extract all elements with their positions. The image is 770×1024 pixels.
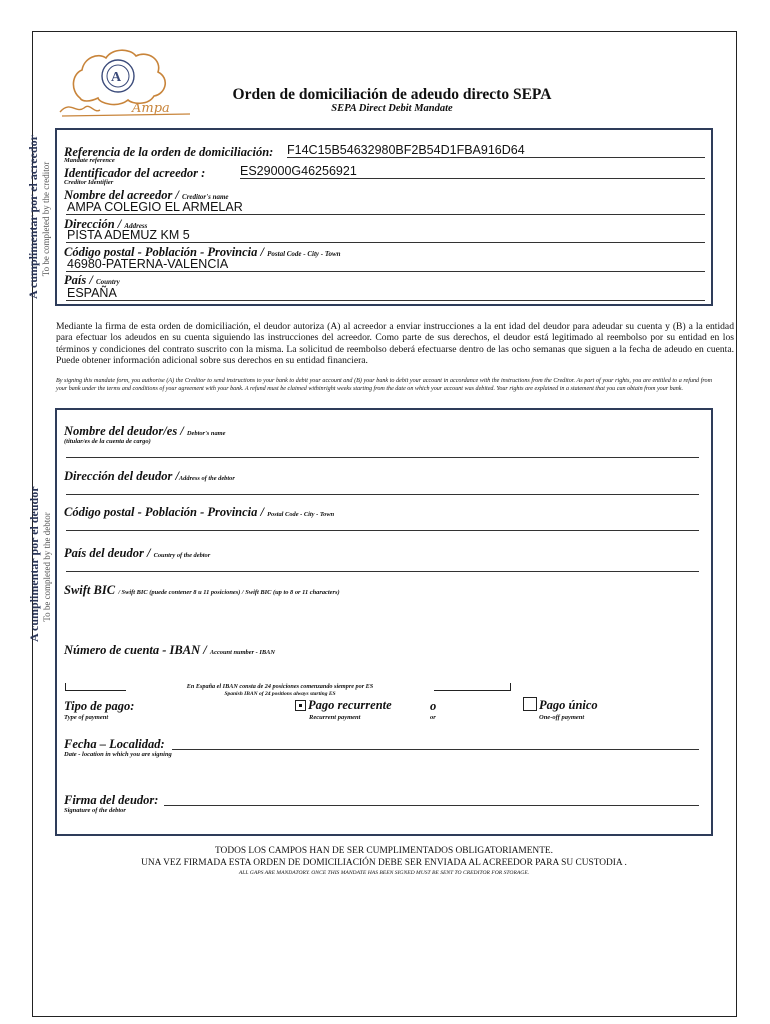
creditor-id-value: ES29000G46256921 — [240, 164, 357, 178]
page-title: Orden de domiciliación de adeudo directo SEPA — [232, 86, 552, 103]
payment-type-sublabel: Type of payment — [64, 714, 109, 721]
signature-input[interactable] — [164, 805, 699, 806]
creditor-postal-value: 46980-PATERNA-VALENCIA — [67, 257, 229, 271]
creditor-address-value: PISTA ADEMUZ KM 5 — [67, 228, 190, 242]
creditor-id-label: Identificador del acreedor : — [64, 166, 206, 180]
creditor-country-value: ESPAÑA — [67, 286, 117, 300]
swift-bic-label: Swift BIC / Swift BIC (puede contener 8 u 11 posiciones) / Swift BIC (up to 8 or 11 characters) — [64, 583, 340, 597]
oneoff-payment-checkbox[interactable] — [523, 697, 537, 711]
iban-label: Número de cuenta - IBAN / Account number - IBAN — [64, 643, 276, 657]
payment-type-label: Tipo de pago: — [64, 699, 135, 713]
legal-paragraph-es: Mediante la firma de esta orden de domiciliación, el deudor autoriza (A) al acreedor a enviar instrucciones a la ent idad del deudor para adeudar su cuenta y (B) a la entidad para efectuar los adeudos en su cuenta siguiendo las instrucciones del acreedor. Como parte de sus derechos, el deudor está legitimado al reembolso por su entidad en los términos y condiciones del contrato suscrito con la misma. La solicitud de reembolso deberá efectuarse dentro de las ocho semanas que siguen a la fecha de adeudo en cuenta. Puede obtener información adicional sobre sus derechos en su entidad financiera. — [56, 321, 734, 367]
date-location-label: Fecha – Localidad: — [64, 737, 165, 751]
signature-sublabel: Signature of the debtor — [64, 807, 126, 814]
debtor-country-label: País del deudor / Country of the debtor — [64, 546, 211, 560]
debtor-name-sublabel: (titular/es de la cuenta de cargo) — [64, 438, 151, 445]
debtor-name-label: Nombre del deudor/es / Debtor's name — [64, 424, 226, 438]
debtor-country-input[interactable] — [66, 571, 699, 572]
recurrent-payment-checkbox[interactable] — [295, 700, 306, 711]
debtor-side-label: A cumplimentar por el deudor To be completed by the debtor — [27, 486, 52, 642]
debtor-postal-input[interactable] — [66, 530, 699, 531]
signature-label: Firma del deudor: — [64, 793, 159, 807]
svg-text:Ampa: Ampa — [132, 101, 170, 116]
or-label: o — [430, 699, 437, 713]
footer-line-1: TODOS LOS CAMPOS HAN DE SER CUMPLIMENTADOS OBLIGATORIAMENTE. — [215, 846, 553, 856]
creditor-country-label: País / Country — [64, 273, 120, 287]
mandate-reference-label: Referencia de la orden de domiciliación: — [64, 145, 274, 159]
debtor-postal-label: Código postal - Población - Provincia / Postal Code - City - Town — [64, 505, 335, 519]
recurrent-payment-sublabel: Recurrent payment — [309, 714, 361, 721]
creditor-postal-label: Código postal - Población - Provincia / Postal Code - City - Town — [64, 245, 341, 259]
iban-note-en: Spanish IBAN of 24 positions always starting ES — [224, 691, 336, 697]
mandate-reference-sublabel: Mandate reference — [64, 157, 115, 164]
iban-input-end[interactable] — [434, 683, 511, 691]
creditor-id-sublabel: Creditor Identifier — [64, 179, 114, 186]
page-subtitle: SEPA Direct Debit Mandate — [331, 103, 453, 114]
date-location-sublabel: Date - location in which you are signing — [64, 751, 172, 758]
footer-line-3: ALL GAPS ARE MANDATORY. ONCE THIS MANDATE HAS BEEN SIGNED MUST BE SENT TO CREDITOR FOR STORAGE. — [238, 870, 530, 876]
or-sublabel: or — [430, 714, 436, 721]
date-location-input[interactable] — [172, 749, 699, 750]
svg-text:A: A — [111, 70, 122, 85]
creditor-address-label: Dirección / Address — [64, 217, 148, 231]
ampa-logo — [40, 40, 200, 120]
recurrent-payment-label: Pago recurrente — [308, 698, 392, 712]
debtor-address-input[interactable] — [66, 494, 699, 495]
debtor-address-label: Dirección del deudor /Address of the debtor — [64, 469, 235, 483]
legal-paragraph-en: By signing this mandate form, you authorise (A) the Creditor to send instructions to your bank to debit your account and (B) your bank to debit your account in accordance with the instructions from the Creditor. As part of your rights, you are entitled to a refund from your bank under the terms and conditions of your agreement with your bank. A refund must be claimed withinright weeks starting from the date on which your account was debited. Your rights are explained in a statement that you can obtain from your bank. — [56, 378, 712, 393]
oneoff-payment-label: Pago único — [539, 698, 598, 712]
iban-note: En España el IBAN consta de 24 posiciones comenzando siempre por ES — [186, 683, 374, 690]
debtor-name-input[interactable] — [66, 457, 699, 458]
creditor-name-value: AMPA COLEGIO EL ARMELAR — [67, 200, 243, 214]
checkbox-check-mark — [299, 704, 302, 707]
creditor-name-label: Nombre del acreedor / Creditor's name — [64, 188, 229, 202]
mandate-reference-value: F14C15B54632980BF2B54D1FBA916D64 — [287, 143, 525, 157]
creditor-side-label: A cumplimentar por el acreedor To be completed by the creditor — [26, 135, 51, 299]
oneoff-payment-sublabel: One-off payment — [539, 714, 585, 721]
iban-input-start[interactable] — [65, 683, 126, 691]
footer-line-2: UNA VEZ FIRMADA ESTA ORDEN DE DOMICILIACIÓN DEBE SER ENVIADA AL ACREEDOR PARA SU CUSTODIA . — [141, 858, 627, 868]
